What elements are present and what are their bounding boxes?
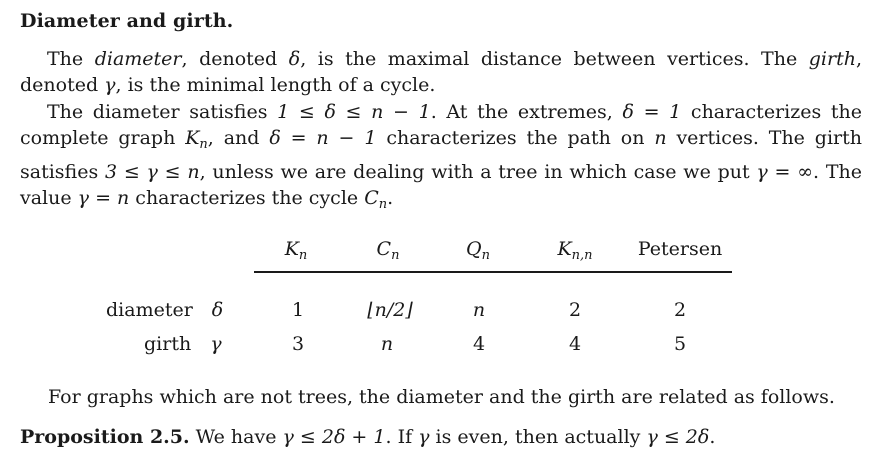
math-subscript: n <box>199 137 208 153</box>
table-cell: n <box>380 333 394 355</box>
table-cell: 4 <box>472 333 486 355</box>
table-cell: ⌊n/2⌋ <box>367 299 413 321</box>
header-base: K <box>284 238 299 260</box>
text: , is the minimal length of a cycle. <box>115 74 436 97</box>
text: is even, then actually <box>429 426 647 448</box>
row-label-diameter <box>106 299 223 321</box>
table-cell: 2 <box>568 299 582 321</box>
table-cell: 3 <box>291 333 305 355</box>
paragraph-transition: For graphs which are not trees, the diameter and the girth are related as follows. <box>48 386 835 408</box>
header-base: Petersen <box>637 238 723 260</box>
math-inequality: γ ≤ 2δ <box>646 426 710 448</box>
table-cell: n <box>472 299 486 321</box>
text: . If <box>385 426 419 448</box>
header-complete-bipartite <box>557 238 592 263</box>
math-inequality: 3 ≤ γ ≤ n <box>104 160 200 183</box>
header-sub: n <box>391 248 400 263</box>
header-sub: n <box>298 248 308 263</box>
math-var: γ <box>418 426 430 448</box>
math-equation: γ = n <box>77 186 130 209</box>
paragraph-definitions <box>20 46 862 99</box>
table-rule <box>254 271 732 273</box>
table-cell: 5 <box>673 333 687 355</box>
header-petersen <box>638 238 722 260</box>
math-equation: δ = n − 1 <box>269 127 377 150</box>
math-inequality: 1 ≤ δ ≤ n − 1 <box>277 101 431 123</box>
text: . The value <box>20 160 862 209</box>
symbol-gamma: γ <box>104 74 116 97</box>
header-complete-graph <box>285 238 308 263</box>
text: characterizes the cycle <box>129 186 365 209</box>
text: . <box>709 426 716 448</box>
proposition <box>20 426 715 448</box>
term-girth: girth <box>808 48 856 70</box>
text: , denoted <box>181 48 289 70</box>
header-base: Q <box>466 238 482 260</box>
math-equation: δ = 1 <box>622 101 682 123</box>
math-equation: γ = ∞ <box>756 160 814 183</box>
header-sub: n <box>481 248 490 263</box>
section-heading: Diameter and girth. <box>20 10 234 32</box>
row-label-text: diameter <box>106 299 193 321</box>
text: . At the extremes, <box>430 101 623 123</box>
row-label-symbol: δ <box>211 299 224 321</box>
math-complete-graph: K <box>185 127 200 150</box>
paragraph-bounds <box>20 99 862 218</box>
header-base: K <box>557 238 572 260</box>
math-inequality: γ ≤ 2δ + 1 <box>282 426 386 448</box>
table-cell: 2 <box>673 299 687 321</box>
term-diameter: diameter <box>94 48 182 70</box>
text: . <box>387 186 394 209</box>
symbol-delta: δ <box>288 48 301 70</box>
row-label-girth <box>144 333 222 355</box>
row-label-text: girth <box>144 333 192 355</box>
text: We have <box>189 426 283 448</box>
text: The <box>47 48 95 70</box>
math-cycle-graph: C <box>364 186 379 209</box>
text: , unless we are dealing with a tree in which case we put <box>199 160 757 183</box>
header-sub: n,n <box>571 248 593 263</box>
text: vertices. The girth satisfies <box>20 127 862 183</box>
header-base: C <box>376 238 392 260</box>
math-var: n <box>654 127 667 150</box>
proposition-label: Proposition 2.5. <box>20 426 190 448</box>
text: characterizes the complete graph <box>20 101 862 150</box>
table-cell: 1 <box>291 299 305 321</box>
text: , denoted <box>20 48 862 97</box>
math-subscript: n <box>378 196 388 212</box>
header-cycle-graph <box>377 238 400 263</box>
text: , is the maximal distance between vertices. The <box>300 48 809 70</box>
text: characterizes the path on <box>376 127 655 150</box>
text: , and <box>207 127 270 150</box>
header-hypercube <box>466 238 490 263</box>
table-cell: 4 <box>568 333 582 355</box>
text: The diameter satisfies <box>47 101 278 123</box>
row-label-symbol: γ <box>210 333 222 355</box>
